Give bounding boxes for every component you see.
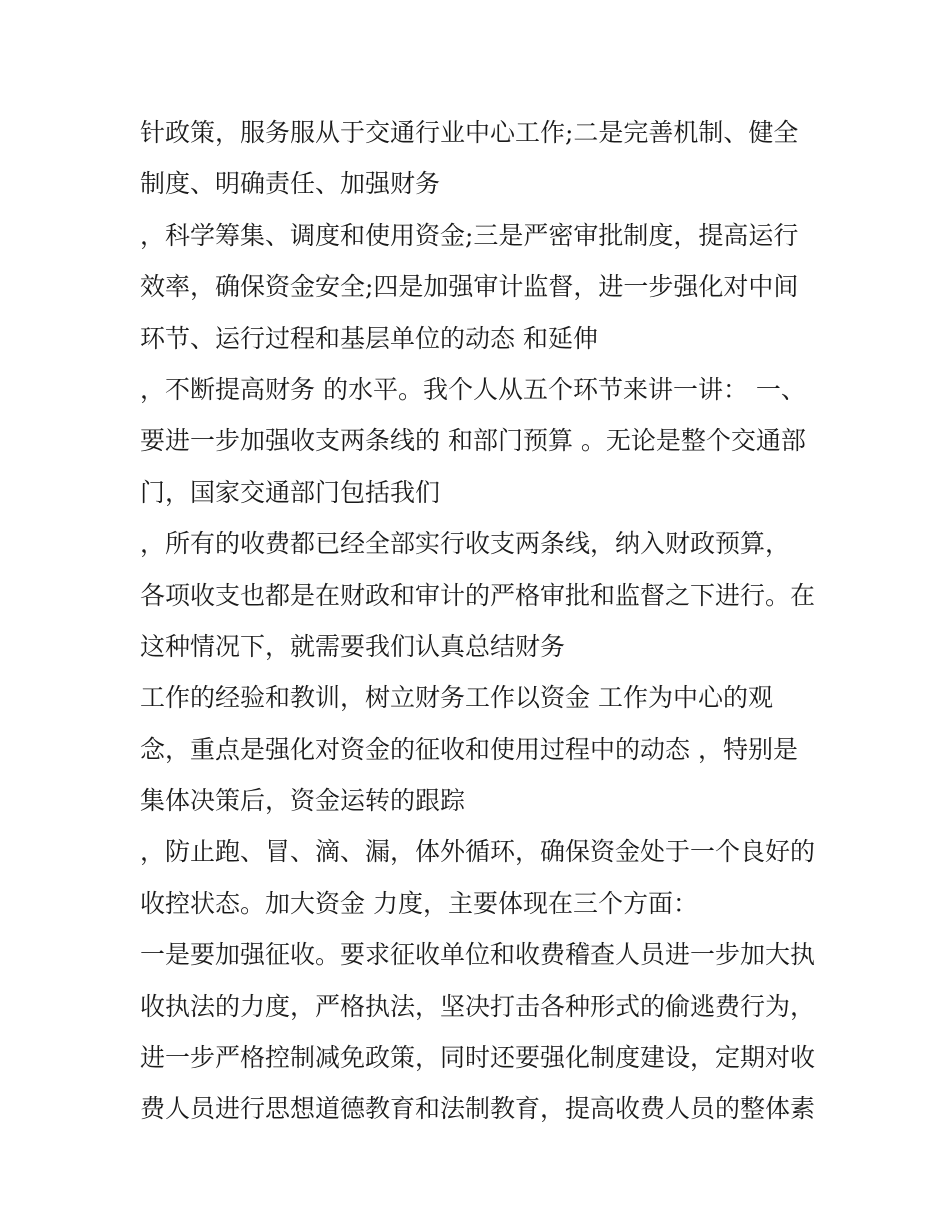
text-line: 工作的经验和教训，树立财务工作以资金 工作为中心的观 [140, 683, 773, 713]
text-line: ，不断提高财务 的水平。我个人从五个环节来讲一讲： 一、 [140, 374, 806, 404]
text-line: 收控状态。加大资金 力度，主要体现在三个方面： [140, 888, 698, 918]
text-line: 费人员进行思想道德教育和法制教育，提高收费人员的整体素 [140, 1094, 816, 1124]
text-line: 集体决策后，资金运转的跟踪 [140, 786, 466, 816]
text-line: ，所有的收费都已经全部实行收支两条线，纳入财政预算， [140, 529, 791, 559]
text-line: 一是要加强征收。要求征收单位和收费稽查人员进一步加大执 [140, 940, 816, 970]
text-line: 环节、运行过程和基层单位的动态 和延伸 [140, 323, 598, 353]
text-line: 制度、明确责任、加强财务 [140, 169, 441, 199]
text-line: 针政策，服务服从于交通行业中心工作;二是完善机制、健全 [140, 118, 799, 147]
text-line: 这种情况下，就需要我们认真总结财务 [140, 631, 566, 661]
text-line: 收执法的力度，严格执法，坚决打击各种形式的偷逃费行为， [140, 991, 816, 1021]
text-line: 效率，确保资金安全;四是加强审计监督，进一步强化对中间 [140, 272, 799, 302]
text-line: ，科学筹集、调度和使用资金;三是严密审批制度，提高运行 [140, 220, 799, 250]
text-line: 各项收支也都是在财政和审计的严格审批和监督之下进行。在 [140, 580, 816, 610]
text-line: 要进一步加强收支两条线的 和部门预算 。无论是整个交通部 [140, 426, 806, 456]
body-text [140, 107, 820, 1135]
text-line: 门，国家交通部门包括我们 [140, 477, 441, 507]
text-line: 念，重点是强化对资金的征收和使用过程中的动态 ，特别是 [140, 734, 798, 764]
text-line: 进一步严格控制减免政策，同时还要强化制度建设，定期对收 [140, 1043, 816, 1073]
text-line: ，防止跑、冒、滴、漏，体外循环，确保资金处于一个良好的 [140, 837, 816, 867]
